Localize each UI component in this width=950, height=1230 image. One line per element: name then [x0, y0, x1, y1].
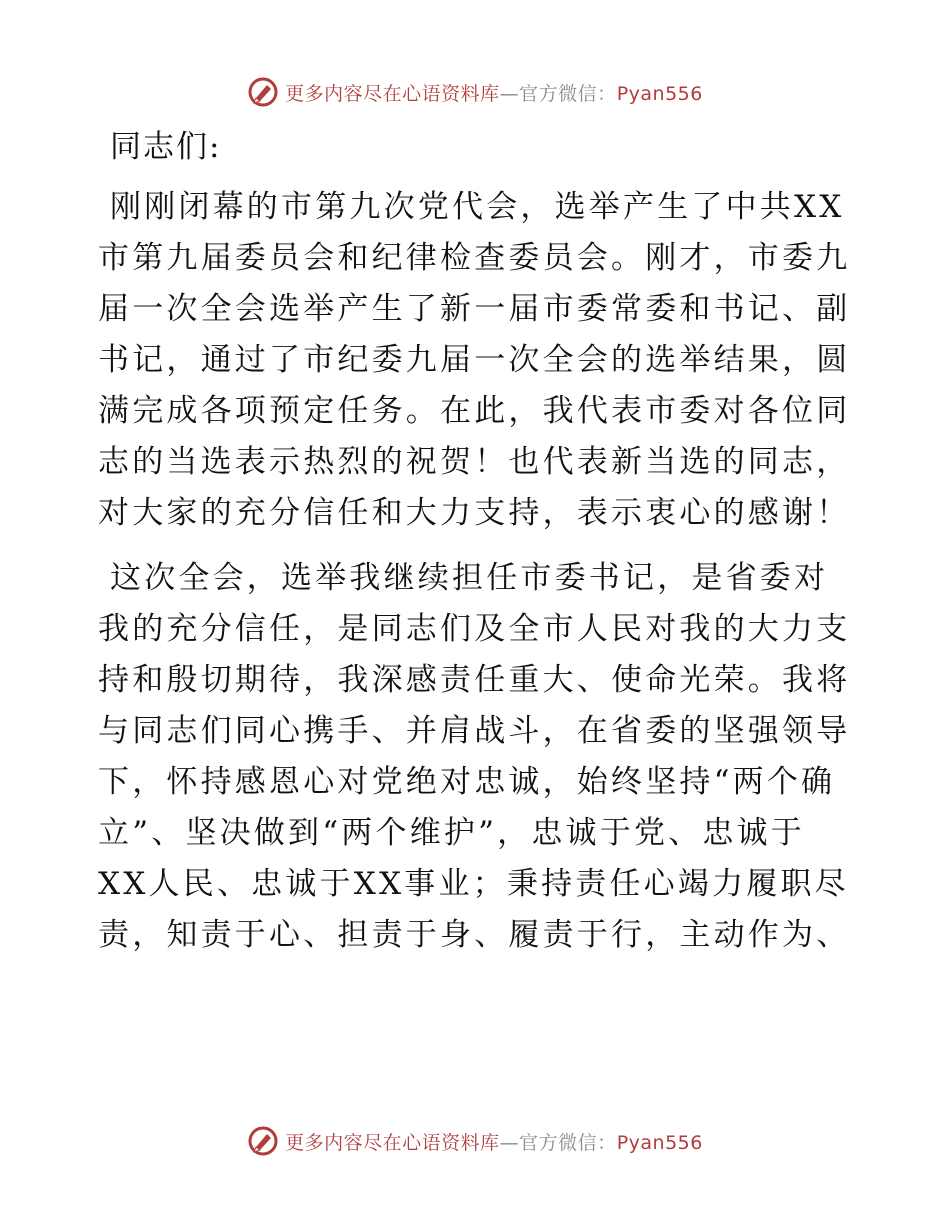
- paragraph-1: [98, 182, 858, 539]
- footer-brand-text: 更多内容尽在心语资料库: [285, 1131, 500, 1154]
- header-watermark-text: [285, 79, 703, 106]
- paragraph-line: 志的当选表示热烈的祝贺！也代表新当选的同志，: [98, 444, 851, 480]
- paragraph-line: 刚刚闭幕的市第九次党代会，选举产生了中共XX: [110, 189, 845, 225]
- header-contact-label: 官方微信：: [519, 82, 617, 105]
- paragraph-line: 市第九届委员会和纪律检查委员会。刚才，市委九: [98, 240, 851, 276]
- paragraph-line: 下，怀持感恩心对党绝对忠诚，始终坚持“两个确: [98, 764, 836, 800]
- paragraph-line: 持和殷切期待，我深感责任重大、使命光荣。我将: [98, 662, 851, 698]
- paragraph-2: [98, 553, 858, 961]
- header-brand-text: 更多内容尽在心语资料库: [285, 82, 500, 105]
- paragraph-line: 责，知责于心、担责于身、履责于行，主动作为、: [98, 917, 851, 953]
- footer-contact-label: 官方微信：: [519, 1131, 617, 1154]
- paragraph-line: 立”、坚决做到“两个维护”，忠诚于党、忠诚于: [98, 815, 805, 851]
- salutation: 同志们:: [110, 129, 222, 165]
- paragraph-line: 书记，通过了市纪委九届一次全会的选举结果，圆: [98, 342, 851, 378]
- paragraph-line: 与同志们同心携手、并肩战斗，在省委的坚强领导: [98, 713, 851, 749]
- paragraph-line: 这次全会，选举我继续担任市委书记，是省委对: [110, 560, 829, 596]
- header-contact-id: Pyan556: [616, 82, 703, 105]
- footer-watermark: [0, 1121, 950, 1161]
- pen-logo-icon: [247, 76, 279, 108]
- footer-watermark-text: [285, 1128, 703, 1155]
- paragraph-line: XX人民、忠诚于XX事业；秉持责任心竭力履职尽: [98, 866, 849, 902]
- header-separator: —: [499, 82, 520, 105]
- paragraph-line: 对大家的充分信任和大力支持，表示衷心的感谢！: [98, 495, 851, 531]
- footer-separator: —: [499, 1131, 520, 1154]
- paragraph-line: 我的充分信任，是同志们及全市人民对我的大力支: [98, 611, 851, 647]
- paragraph-line: 满完成各项预定任务。在此，我代表市委对各位同: [98, 393, 851, 429]
- pen-logo-icon: [247, 1125, 279, 1157]
- footer-contact-id: Pyan556: [616, 1131, 703, 1154]
- header-watermark: [0, 72, 950, 112]
- document-body: [98, 122, 858, 975]
- paragraph-line: 届一次全会选举产生了新一届市委常委和书记、副: [98, 291, 851, 327]
